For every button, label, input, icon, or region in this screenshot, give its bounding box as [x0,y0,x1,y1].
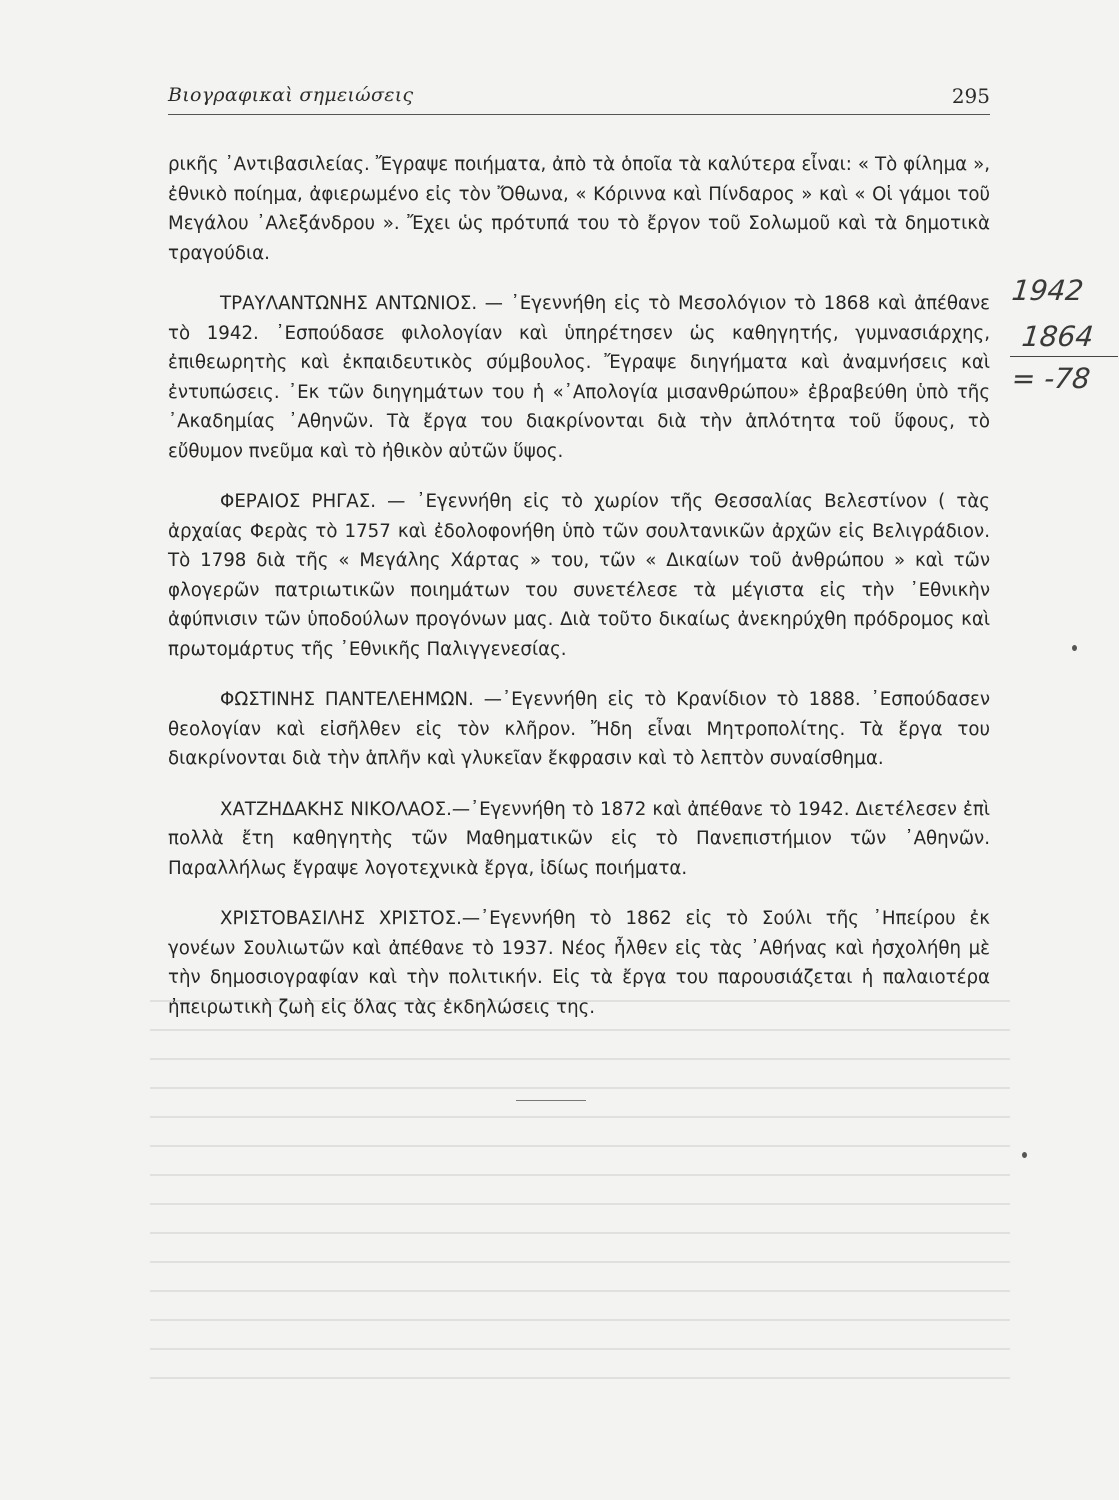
paper-speck [1072,645,1077,651]
handwritten-year-2: 1864 [1020,320,1095,353]
entry-travlantonis: ΤΡΑΥΛΑΝΤΩΝΗΣ ΑΝΤΩΝΙΟΣ. — ᾿Εγεννήθη εἰς τὸ Μεσολόγιον τὸ 1868 καὶ ἀπέθανε τὸ 1942. ᾿Εσπούδασε φιλολογίαν καὶ ὑπηρέτησεν ὡς καθηγητής, γυμνασιάρχης, ἐπιθεωρητὴς καὶ ἐκπαιδευτικὸς σύμβουλος. Ἔγραψε διηγήματα καὶ ἀναμνήσεις καὶ ἐντυπώσεις. ᾿Εκ τῶν διηγημάτων του ἡ «᾿Απολογία μισανθρώπου» ἐβραβεύθη ὑπὸ τῆς ᾿Ακαδημίας ᾿Αθηνῶν. Τὰ ἔργα του διακρίνονται διὰ τὴν ἁπλότητα τοῦ ὕφους, τὸ εὔθυμον πνεῦμα καὶ τὸ ἠθικὸν αὐτῶν ὕψος. [168,293,990,462]
handwritten-margin-note [1008,268,1118,408]
page-number: 295 [951,84,990,108]
paper-speck [1022,1152,1027,1158]
entry-christovasilis: ΧΡΙΣΤΟΒΑΣΙΛΗΣ ΧΡΙΣΤΟΣ.—᾿Εγεννήθη τὸ 1862 εἰς τὸ Σούλι τῆς ᾿Ηπείρου ἐκ γονέων Σουλιωτῶν καὶ ἀπέθανε τὸ 1937. Νέος ἦλθεν εἰς τὰς ᾿Αθήνας καὶ ἠσχολήθη μὲ τὴν δημοσιογραφίαν καὶ τὴν πολιτικήν. Εἰς τὰ ἔργα του παρουσιάζεται ἡ παλαιοτέρα ἠπειρωτικὴ ζωὴ εἰς ὅλας τὰς ἐκδηλώσεις της. [168,908,990,1018]
entry-fostinis: ΦΩΣΤΙΝΗΣ ΠΑΝΤΕΛΕΗΜΩΝ. —᾿Εγεννήθη εἰς τὸ Κρανίδιον τὸ 1888. ᾿Εσπούδασεν θεολογίαν καὶ εἰσῆλθεν εἰς τὸν κλῆρον. Ἤδη εἶναι Μητροπολίτης. Τὰ ἔργα του διακρίνονται διὰ τὴν ἁπλῆν καὶ γλυκεῖαν ἔκφρασιν καὶ τὸ λεπτὸν συναίσθημα. [168,689,990,769]
handwritten-year-1: 1942 [1010,274,1085,307]
bleed-through-texture [150,1000,1010,1380]
entry-chatzidakis: ΧΑΤΖΗΔΑΚΗΣ ΝΙΚΟΛΑΟΣ.—᾿Εγεννήθη τὸ 1872 καὶ ἀπέθανε τὸ 1942. Διετέλεσεν ἐπὶ πολλὰ ἔτη καθηγητὴς τῶν Μαθηματικῶν εἰς τὸ Πανεπιστήμιον τῶν ᾿Αθηνῶν. Παραλλήλως ἔγραψε λογοτεχνικὰ ἔργα, ἰδίως ποιήματα. [168,798,990,879]
continued-paragraph: ρικῆς ᾿Αντιβασιλείας. Ἔγραψε ποιήματα, ἀπὸ τὰ ὁποῖα τὰ καλύτερα εἶναι: « Τὸ φίλημα », ἐθνικὸ ποίημα, ἀφιερωμένο εἰς τὸν Ὄθωνα, « Κόριννα καὶ Πίνδαρος » καὶ « Οἱ γάμοι τοῦ Μεγάλου ᾿Αλεξάνδρου ». Ἔχει ὡς πρότυπά του τὸ ἔργον τοῦ Σολωμοῦ καὶ τὰ δημοτικὰ τραγούδια. [168,154,990,264]
handwritten-result: = -78 [1010,362,1092,395]
running-title: Βιογραφικαὶ σημειώσεις [168,84,414,106]
handwritten-sum-line [1010,356,1118,357]
entry-feraios: ΦΕΡΑΙΟΣ ΡΗΓΑΣ. — ᾿Εγεννήθη εἰς τὸ χωρίον τῆς Θεσσαλίας Βελεστίνον ( τὰς ἀρχαίας Φερὰς τὸ 1757 καὶ ἐδολοφονήθη ὑπὸ τῶν σουλτανικῶν ἀρχῶν εἰς Βελιγράδιον. Τὸ 1798 διὰ τῆς « Μεγάλης Χάρτας » του, τῶν « Δικαίων τοῦ ἀνθρώπου » καὶ τῶν φλογερῶν πατριωτικῶν ποιημάτων του συνετέλεσε τὰ μέγιστα εἰς τὴν ᾿Εθνικὴν ἀφύπνισιν τῶν ὑποδούλων προγόνων μας. Διὰ τοῦτο δικαίως ἀνεκηρύχθη πρόδρομος καὶ πρωτομάρτυς τῆς ᾿Εθνικῆς Παλιγγενεσίας. [168,491,990,660]
running-header [168,84,990,115]
biography-entries [168,150,990,1022]
